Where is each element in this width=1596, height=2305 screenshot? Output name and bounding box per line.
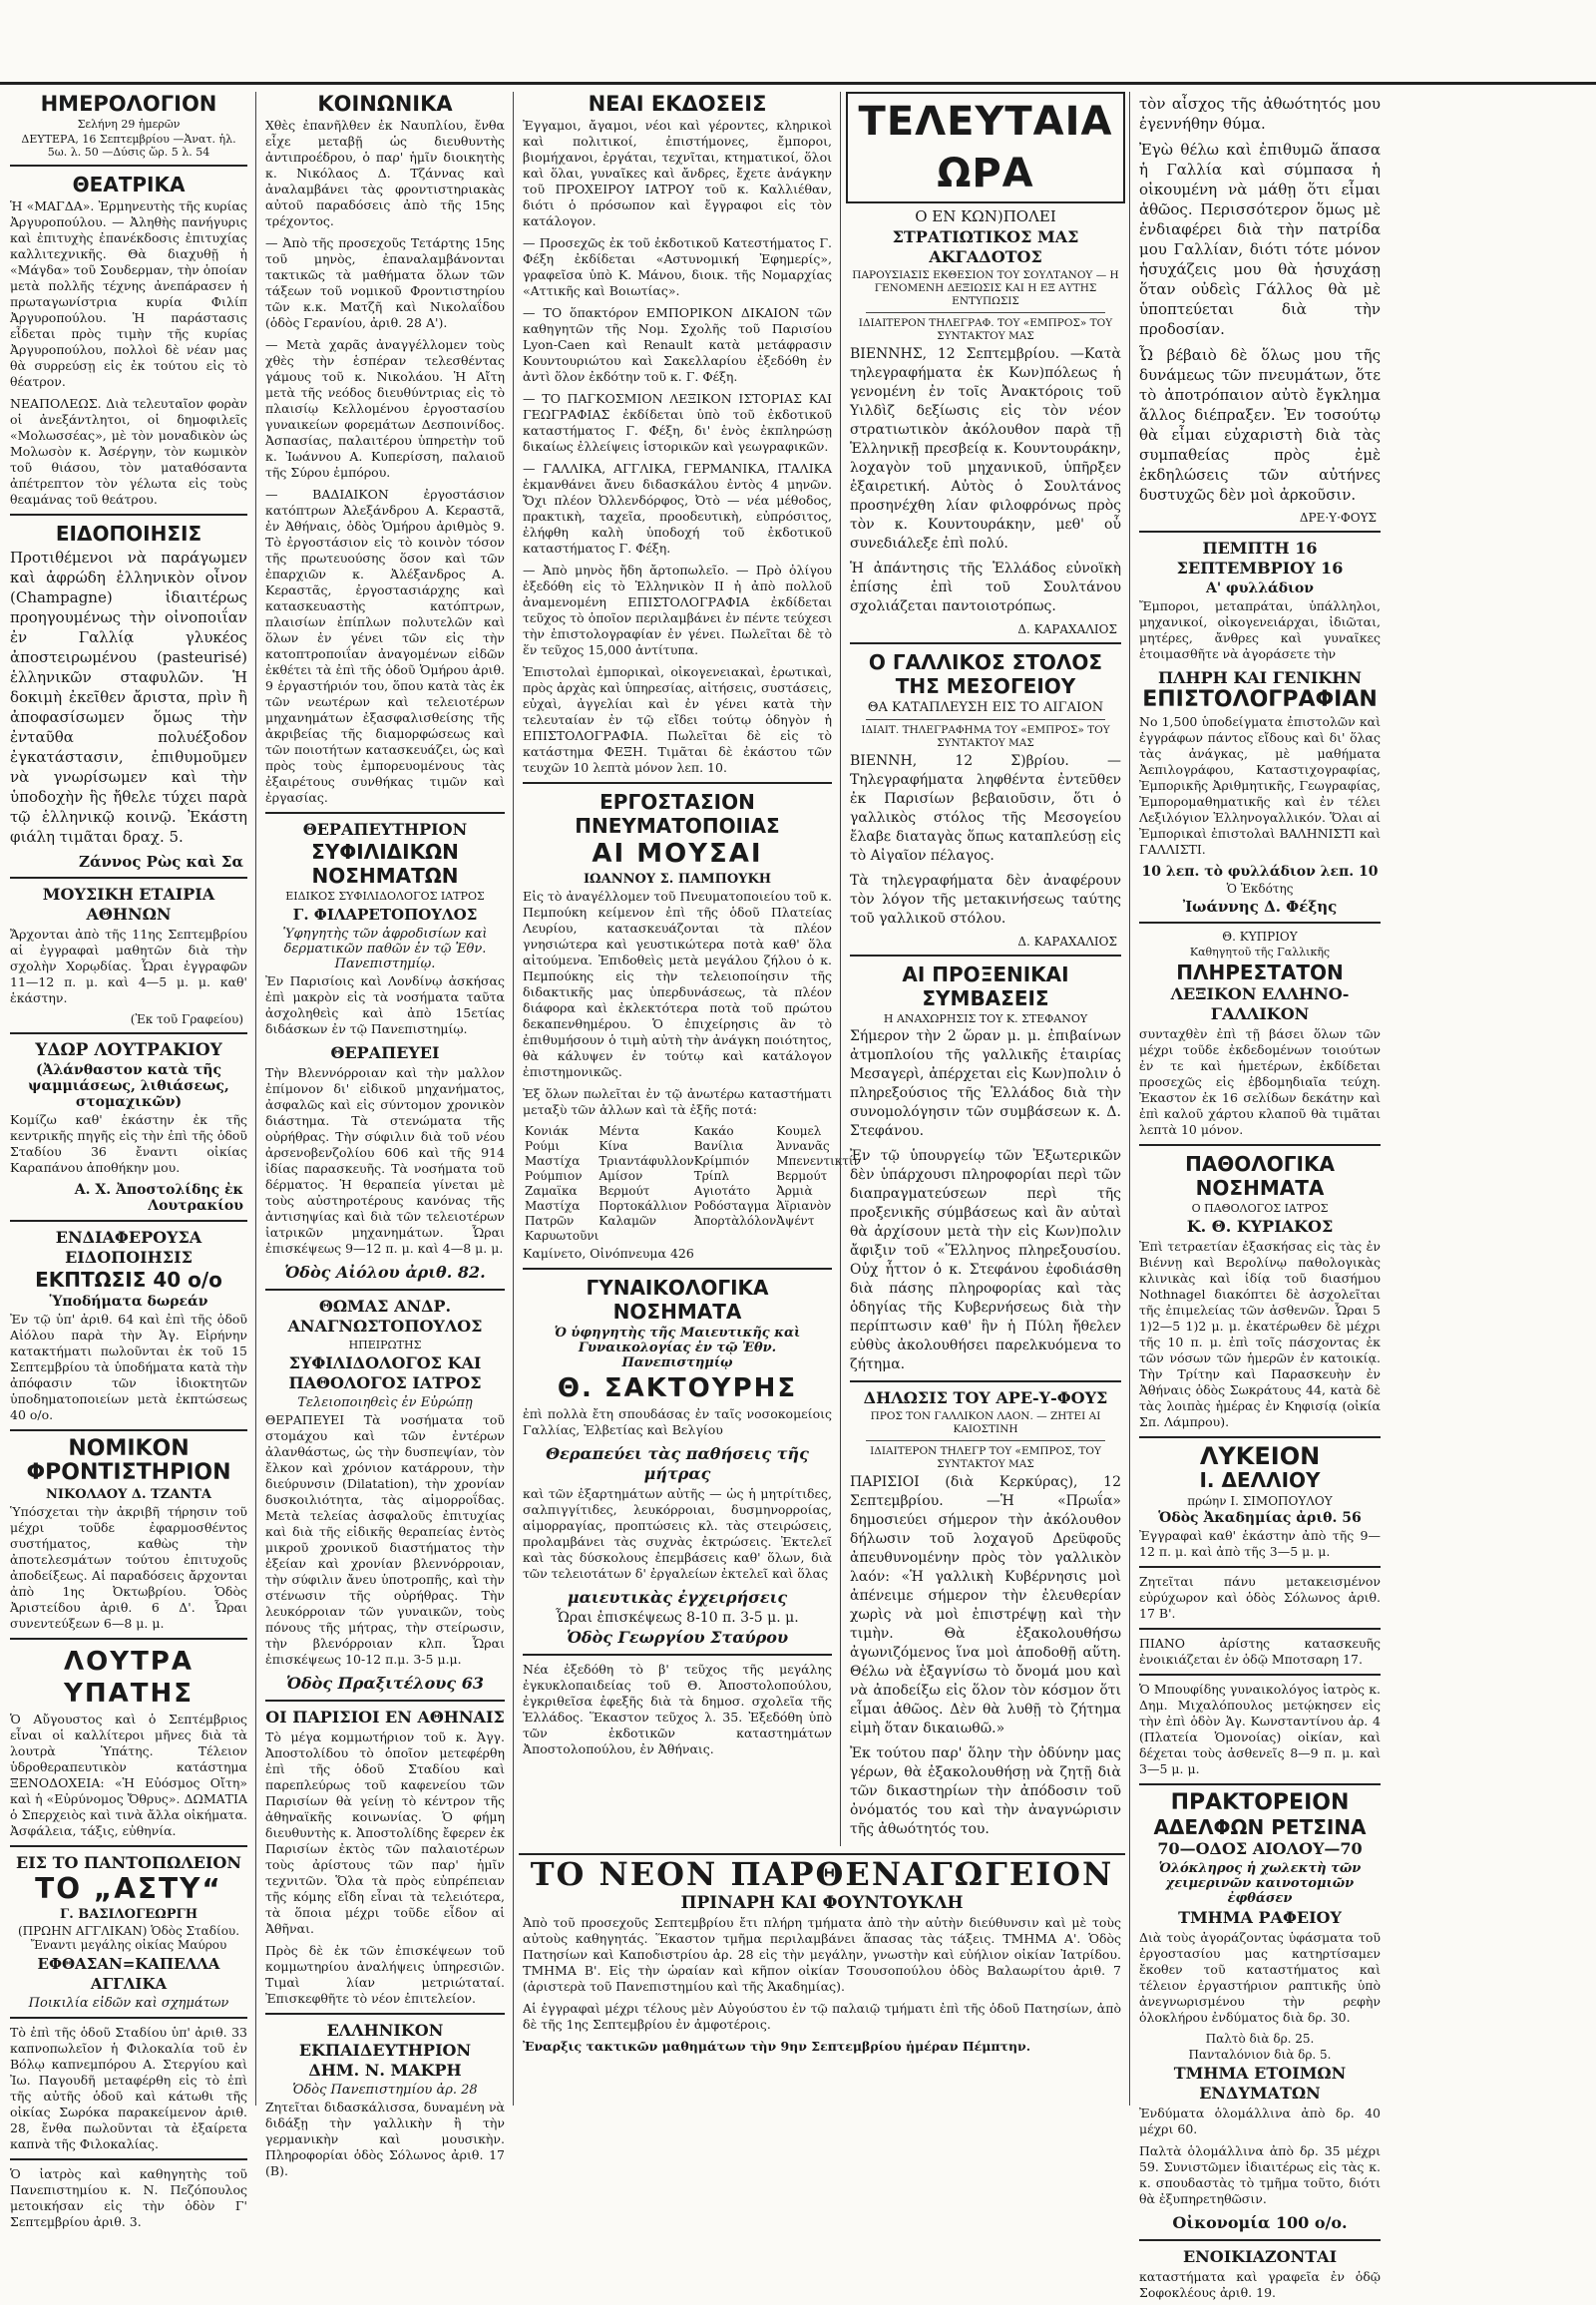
drink-item: Βερμούτ xyxy=(598,1184,650,1198)
ergost-text-2: Ἐξ ὅλων πωλεῖται ἐν τῷ ἀνωτέρω καταστήματι μεταξὺ τῶν ἀλλων καὶ τὰ ἐξῆς ποτά: xyxy=(523,1086,832,1117)
nea-text-7: Ἐπιστολαὶ ἐμπορικαὶ, οἰκογενειακαὶ, ἐρωτικαὶ, πρὸς ἀρχὰς καὶ ὑπηρεσίας, αἰτήσεις, συστάσεις, εὐχαὶ, ἀγγελίαι καὶ ἐν γένει κατὰ τὴν τελευταίαν ἐν τῷ εἴδει τούτῳ ὁδηγὸν ἡ ΕΠΙΣΤΟΛΟΓΡΑΦΙΑ. Πωλεῖται δὲ εἰς τὸ κατάστημα ΦΕΞΗ. Τιμᾶται δὲ ἐκάστου τῶν τευχῶν 10 λεπτὰ μόνον λεπ. 10. xyxy=(523,664,832,775)
loutra-text: Ὁ Αὔγουστος καὶ ὁ Σεπτέμβριος εἶναι οἱ καλλίτεροι μῆνες διὰ τὰ λουτρὰ Ὑπάτης. Τέλειον ὑδροθεραπευτικὸν κατάστημα ΞΕΝΟΔΟΧΕΙΑ: «Ἡ Εὐόσμος Οἴτη» καὶ ἡ «Εὐρύνομος Ὄθρυς». ΔΩΜΑΤΙΑ ὁ Σπερχειὸς καὶ τινὰ ἄλλα οἰκήματα. Ἀσφάλεια, τάξις, εὐθηνία. xyxy=(10,1712,247,1838)
drinks-column xyxy=(525,1124,598,1244)
zitei-text: Ζητεῖται πάνυ μετακεισμένον εὐρύχωρον καὶ ὁδὸς Σόλωνος ἀριθ. 17 Β'. xyxy=(1139,1574,1381,1621)
price-pantaloni: Πανταλόνιον διὰ δρ. 5. xyxy=(1188,2048,1332,2062)
dreyfus-text: τὸν αἶσχος τῆς ἀθωότητός μου ἐγεννήθην θύμα. xyxy=(1139,95,1381,133)
thomas-text: ΘΕΡΑΠΕΥΕΙ Τὰ νοσήματα τοῦ στομάχου καὶ τῶν ἐντέρων ἀλανθάστως, ὡς τὴν δυσπεψίαν, τὸν ἔλκον καὶ χρόνιον κατάρρουν, τὴν διεύρυνσιν (Dilatation), τὴν χρονίαν δυσκοιλιότητα, τὰς αἱμορροΐδας. Μετὰ τελείας ἀσφαλοῦς ἐπιτυχίας καὶ διὰ τῆς εἰδικῆς θεραπείας ἐντὸς μικροῦ χρονικοῦ διαστήματος τὴν ἐξείαν καὶ χρονίαν βλεννόρροιαν, τὴν σύφιλιν ἄνευ ὑποτροπῆς, καὶ τὴν στένωσιν τῆς οὐρήθρας. Τὴν λευκόρροιαν τῶν γυναικῶν, τοὺς πόνους τῆς μήτρας, τὴν στείρωσιν, τὴν βλενόρροιαν κλπ. Ὧραι ἐπισκέψεως 10-12 π.μ. 3-5 μ.μ. xyxy=(265,1412,505,1667)
eidopoiisis-heading: ΕΙΔΟΠΟΙΗΣΙΣ xyxy=(55,522,202,546)
divider xyxy=(523,1268,832,1270)
parisioi-heading: ΟΙ ΠΑΡΙΣΙΟΙ ΕΝ ΑΘΗΝΑΙΣ xyxy=(265,1708,505,1727)
idiaiteron-heading-3: ΙΔΙΑΙΤΕΡΟΝ ΤΗΛΕΓΡ ΤΟΥ «ΕΜΠΡΟΣ, ΤΟΥ ΣΥΝΤΑΚΤΟΥ ΜΑΣ xyxy=(870,1445,1101,1470)
parisioi-text-2: Πρὸς δὲ ἐκ τῶν ἐπισκέψεων τοῦ κομμωτηρίου ἀναλήψεις ὑπηρεσιῶν. Τιμαὶ λίαν μετριώταταί. Ἐπισκεφθῆτε τὸ νέον ἐπιτελείον. xyxy=(265,1943,505,2006)
thomas-subtitle: Τελειοποιηθεὶς ἐν Εὐρώπῃ xyxy=(297,1395,473,1410)
epistolografia-text: Νο 1,500 ὑποδείγματα ἐπιστολῶν καὶ ἐγγράφων πάντος εἴδους καὶ δι' ὅλας τὰς ἀνάγκας, μὲ μαθήματα Ἀεπιλογράφου, Καταστιχογραφίας, Ἐμπορικῆς Ἀριθμητικῆς, Γεωγραφίας, Ἐμπορομαθηματικῆς καὶ ἐν τέλει Λεξιλόγιον Ἑλληνογαλλικόν. Ὅλαι αἱ Ἐμπορικαὶ ἐπιστολαὶ ΒΑΛΗΝΙΣΤΙ καὶ ΓΑΛΛΙΣΤΙ. xyxy=(1139,714,1381,857)
calendar-date: ΔΕΥΤΕΡΑ, 16 Σεπτεμβρίου —Ἀνατ. ἡλ. 5ω. λ. 50 —Δύσις ὥρ. 5 λ. 54 xyxy=(21,133,236,159)
kyprioy-title: Καθηγητοῦ τῆς Γαλλικῆς xyxy=(1189,946,1331,959)
drink-item: Βερμούτ xyxy=(776,1169,828,1183)
dreyfus-text-2: Ἐγὼ θέλω καὶ ἐπιθυμῶ ἅπασα ἡ Γαλλία καὶ σύμπασα ἡ οἰκουμένη νὰ μάθῃ ὅτι εἶμαι ἀθῶος. Περισσότερον ὅμως μὲ ἐνδιαφέρει διὰ τὴν πατρίδα μου Γαλλίαν, διότι τότε μόνον ἡσυχάζεις μου θὰ ἡσυχάσῃ ὅταν οὐδεὶς Γάλλος θὰ μὲ ὑποπτεύεται διὰ τὴν προδοσίαν. xyxy=(1139,141,1381,338)
divider xyxy=(10,2158,247,2160)
parisioi-telegram-2: Ἐκ τούτου παρ' ὅλην τὴν ὀδύνην μας γέρων, θὰ ἐξακολουθήσῃ νὰ ζητῇ διὰ τῶν δικαστηρίων τὴν ἀπόδοσιν τοῦ ὀνόματός του καὶ τὴν ἀναγνώρισιν τῆς ἀθωότητός του. xyxy=(850,1745,1121,1837)
etoima-text-2: Παλτὰ ὁλομάλλινα ἀπὸ δρ. 35 μέχρι 59. Συνιστῶμεν ἰδιαιτέρως εἰς τὰς κ. κ. σπουδαστὰς τὸ τμῆμα τοῦτο, διότι θὰ ἐξυπηρετηθῶσιν. xyxy=(1139,2143,1381,2206)
divider xyxy=(265,1289,505,1291)
plirestaton-heading: ΠΛΗΡΕΣΤΑΤΟΝ xyxy=(1176,960,1344,984)
gallikos-heading: Ο ΓΑΛΛΙΚΟΣ ΣΤΟΛΟΣ xyxy=(868,650,1103,674)
divider xyxy=(523,1654,832,1656)
pempti-subtitle: Α' φυλλάδιον xyxy=(1206,580,1314,596)
tmima-heading: ΤΜΗΜΑ ΡΑΦΕΙΟΥ xyxy=(1178,1908,1342,1927)
drink-item: Ἀπορτὰλόλον xyxy=(693,1214,777,1228)
therap-address: Ὁδὸς Αἰόλου ἀριθ. 82. xyxy=(284,1263,486,1282)
drinks-column xyxy=(694,1124,777,1244)
kapela-subtitle: Ποικιλία εἰδῶν καὶ σχημάτων xyxy=(28,1996,229,2011)
drink-item: Βανίλια xyxy=(693,1139,744,1153)
gyn-therapevei: Θεραπεύει τὰς παθήσεις τῆς μήτρας xyxy=(546,1444,809,1483)
divider xyxy=(1139,922,1381,924)
drink-item: Ἀννανᾶς xyxy=(776,1139,830,1153)
therap-credential: Ὑφηγητὴς τῶν ἀφροδισίων καὶ δερματικῶν παθῶν ἐν τῷ Ἐθν. Πανεπιστημίῳ. xyxy=(282,927,488,971)
divider xyxy=(850,1380,1121,1382)
lykeion-text: Ἐγγραφαὶ καθ' ἑκάστην ἀπὸ τῆς 9—12 π. μ. καὶ ἀπὸ τῆς 3—5 μ. μ. xyxy=(1139,1528,1381,1559)
ydor-subtitle: (Ἀλάνθαστον κατὰ τῆς ψαμμιάσεως, λιθιάσεως, στομαχικῶν) xyxy=(28,1062,229,1110)
loutra-heading: ΛΟΥΤΡΑ ΥΠΑΤΗΣ xyxy=(64,1647,194,1709)
viennis-text-2: Ἡ ἀπάντησις τῆς Ἑλλάδος εὐνοϊκὴ ἐπίσης ἐπὶ τοῦ Σουλτάνου σχολιάζεται παντοιοτρόπως. xyxy=(850,561,1121,614)
thomas-heading: ΘΩΜΑΣ ΑΝΔΡ. ΑΝΑΓΝΩΣΤΟΠΟΥΛΟΣ xyxy=(287,1297,483,1336)
therap-text: Ἐν Παρισίοις καὶ Λονδίνῳ ἀσκήσας ἐπὶ μακρὸν εἰς τὰ νοσήματα ταῦτα ἀσχοληθεὶς καὶ ἀπὸ 15ετίας διδάσκων ἐν τῷ Πανεπιστημίῳ. xyxy=(265,973,505,1036)
divider xyxy=(265,1700,505,1702)
praktoreion-heading: ΠΡΑΚΤΟΡΕΙΟΝ xyxy=(1170,1790,1350,1815)
signature-2: Δ. ΚΑΡΑΧΑΛΙΟΣ xyxy=(1017,935,1117,949)
eidopoiisis-text: Προτιθέμενοι νὰ παράγωμεν καὶ ἀφρώδη ἑλληνικὸν οἶνον (Champagne) ἰδιαιτέρως προηγουμένως τὴν οἰνοποιΐαν ἐν Γαλλίᾳ γλυκέος ἀποστειρωμένου (pasteurisé) ἑλληνικῶν σταφυλῶν. Ἡ δοκιμὴ ἐκεῖθεν ἄριστα, πρὶν ἢ ἀποφασίσωμεν ὅμως τὴν ἐνταῦθα πολυέξοδον ἐγκατάστασιν, ἐπιθυμοῦμεν νὰ γνωρίσωμεν καὶ τὴν ὑποδοχὴν ἣς ἤθελε τύχει παρὰ τῷ ἑλληνικῷ κοινῷ. Ἐκάστη φιάλη τιμᾶται δραχ. 5. xyxy=(10,549,247,846)
parthenagogeion-subtitle: ΠΡΙΝΑΡΗ ΚΑΙ ΦΟΥΝΤΟΥΚΛΗ xyxy=(680,1893,964,1913)
nomikon-heading: ΝΟΜΙΚΟΝ ΦΡΟΝΤΙΣΤΗΡΙΟΝ xyxy=(26,1436,231,1485)
column-3 xyxy=(519,92,861,1947)
column-5 xyxy=(1135,92,1385,2300)
nea-text-6: — Ἀπὸ μηνὸς ἤδη ἄρτοπωλεῖο. — Πρὸ ὀλίγου ἐξεδόθη εἰς τὸ Ἑλληνικὸν ΙΙ ἡ ἀπὸ πολλοῦ ἀναμενομένη ΕΠΙΣΤΟΛΟΓΡΑΦΙΑ ἐκδίδεται τεῦχος τὸ ὁποῖον περιλαμβάνει ἐν πέντε τεύχεσι τὴν ἐπιστολογραφίαν ἐν γένει. Πωλεῖται δὲ τὸ ἕν τεῦχος 15,000 ἀντίτυπα. xyxy=(523,563,832,657)
drink-item: Τρίπλ xyxy=(693,1169,729,1183)
pempti-text: Ἔμποροι, μεταπράται, ὑπάλληλοι, μηχανικοί, οἰκογενειάρχαι, ἰδιῶται, μητέρες, ἄνθρες καὶ γυναῖκες ἐτοιμασθῆτε νὰ ἀγοράσετε τὴν xyxy=(1139,598,1381,661)
endiaferousa-heading: ΕΝΔΙΑΦΕΡΟΥΣΑ ΕΙΔΟΠΟΙΗΣΙΣ xyxy=(55,1228,202,1267)
therap-title: ΣΥΦΙΛΙΔΙΚΩΝ ΝΟΣΗΜΑΤΩΝ xyxy=(311,840,459,888)
ellinikon-heading: ΕΛΛΗΝΙΚΟΝ ΕΚΠΑΙΔΕΥΤΗΡΙΟΝ xyxy=(298,2021,472,2060)
epistolografia-price: 10 λεπ. τὸ φυλλάδιον λεπ. 10 xyxy=(1141,864,1379,880)
divider xyxy=(1139,1674,1381,1676)
nea-text-2: — Προσεχῶς ἐκ τοῦ ἐκδοτικοῦ Κατεστήματος Γ. Φέξη ἐκδίδεται «Αστυνομική Ἐφημερίς», γραφεῖσα ὑπὸ Κ. Μάνου, διοικ. τῆς Νομαρχίας «Αττικῆς καὶ Βοιωτίας». xyxy=(523,235,832,298)
column-rule xyxy=(1129,92,1130,2106)
pathologika-heading: ΠΑΘΟΛΟΓΙΚΑ ΝΟΣΗΜΑΤΑ xyxy=(1185,1152,1335,1200)
gyn-text: ἐπὶ πολλὰ ἔτη σπουδάσας ἐν ταῖς νοσοκομείοις Γαλλίας, Ἑλβετίας καὶ Βελγίου xyxy=(523,1406,832,1437)
divider xyxy=(10,1032,247,1034)
dilosis-subtitle: ΠΡΟΣ ΤΟΝ ΓΑΛΛΙΚΟΝ ΛΑΟΝ. — ΖΗΤΕΙ ΑΙ ΚΑΙΟΣΤΙΝΗ xyxy=(870,1410,1101,1435)
top-rule xyxy=(0,82,1596,85)
gallikos-heading-2: ΤΗΣ ΜΕΣΟΓΕΙΟΥ xyxy=(895,674,1076,698)
lexikon-heading: ΛΕΞΙΚΟΝ ΕΛΛΗΝΟ-ΓΑΛΛΙΚΟΝ xyxy=(1170,984,1350,1023)
drink-item: Ἀψέντ xyxy=(776,1214,815,1228)
kyprioy-name: Θ. ΚΥΠΡΙΟΥ xyxy=(1222,930,1298,944)
ydor-heading: ΥΔΩΡ ΛΟΥΤΡΑΚΙΟΥ xyxy=(35,1040,222,1060)
kapela-heading: ΕΦΘΑΣΑΝ=ΚΑΠΕΛΛΑ ΑΓΓΛΙΚΑ xyxy=(37,1955,220,1993)
proxenikai-text: Σήμερον τὴν 2 ὥραν μ. μ. ἐπιβαίνων ἀτμοπλοίου τῆς γαλλικῆς ἑταιρίας Μεσαγερὶ, ἀπέρχεται εἰς Κων)πολιν ὁ πληρεξούσιος τῆς Ἑλλάδος διὰ τὴν συνομολόγησιν τῶν συμβάσεων κ. Δ. Στεφάνου. xyxy=(850,1028,1121,1139)
drink-item: Αμίσον xyxy=(598,1169,643,1183)
divider xyxy=(265,812,505,814)
eidopoiisis-signature: Ζάννος Ρὼς καὶ Σα xyxy=(79,853,243,871)
therap-treatments: Τὴν Βλεννόρροιαν καὶ τὴν μαλλον ἐπίμονον δι' εἰδικοῦ μηχανήματος, ἀσφαλῶς καὶ εἰς σύντομον χρονικὸν διάστημα. Τὰ στενώματα τῆς οὐρήθρας. Τὴν σύφιλιν διὰ τοῦ νέου ἀρσενοβενζολίου 606 καὶ τῆς 914 ἰδίας παρασκευῆς. Τὰ νοσήματα τοῦ δέρματος. Ἡ θεραπεία γίνεται μὲ τοὺς αὐστηροτέρους κανόνας τῆς ἀντισηψίας καὶ διὰ τῶν τελειοτέρων ἰατρικῶν μηχανημάτων. Ὧραι ἐπισκέψεως 9—12 π. μ. καὶ 4—8 μ. μ. xyxy=(265,1065,505,1256)
divider xyxy=(10,877,247,879)
nea-ekdosi-text: Νέα ἐξεδόθη τὸ β' τεῦχος τῆς μεγάλης ἐγκυκλοπαιδείας τοῦ Θ. Ἀποστολοπούλου, ἐγκριθεῖσα ἐφεξῆς διὰ τὰ δημοσ. σχολεῖα τῆς Ἑλλάδος. Ἕκαστον τεῦχος λ. 35. Ἐξεδόθη ὑπὸ τῶν ἐκδοτικῶν καταστημάτων Ἀποστολοπούλου, ἐν Ἀθήναις. xyxy=(523,1662,832,1756)
teleftaia-subtitle: Ο ΕΝ ΚΩΝ)ΠΟΛΕΙ xyxy=(915,207,1056,225)
divider xyxy=(1139,1628,1381,1630)
viennis-text: ΒΙΕΝΝΗΣ, 12 Σεπτεμβρίου. —Κατὰ τηλεγραφήματα ἐκ Κων)πόλεως ἡ γενομένη ἐν τοῖς Ἀνακτόροις τοῦ Υιλδὶζ δεξίωσις εἰς τὸν νέον στρατιωτικὸν ἀκόλουθον παρὰ τῇ Ἑλληνικῇ πρεσβείᾳ κ. Κουντουράκην, λοχαγὸν τοῦ μηχανικοῦ, ὑπῆρξεν ἐξαιρετική. Αὐτὸς ὁ Σουλτάνος προσηνέχθη λίαν φιλοφρόνως πρὸς τὸν κ. Κουντουράκην, μεθ' οὗ συνεδιάλεξε ἐπὶ πολύ. xyxy=(850,346,1121,552)
stratiotikos-heading: ΣΤΡΑΤΙΩΤΙΚΟΣ ΜΑΣ ΑΚΓΑΔΟΤΟΣ xyxy=(892,227,1079,266)
gyn-subtitle: Ὁ ὑφηγητὴς τῆς Μαιευτικῆς καὶ Γυναικολογίας ἐν τῷ Ἐθν. Πανεπιστημίῳ xyxy=(554,1326,801,1370)
thomas-address: Ὁδὸς Πραξιτέλους 63 xyxy=(286,1674,484,1693)
divider xyxy=(850,642,1121,644)
drink-item: Καρυωτοῦνι xyxy=(525,1229,599,1243)
pempti-heading: ΠΕΜΠΤΗ 16 ΣΕΠΤΕΜΒΡΙΟΥ 16 xyxy=(1176,539,1344,577)
drinks-column xyxy=(598,1124,693,1244)
dilosis-heading: ΔΗΛΩΣΙΣ ΤΟΥ ΑΡΕ-Υ-ΦΟΥΣ xyxy=(863,1388,1108,1407)
neapoleos-text: ΝΕΑΠΟΛΕΩΣ. Διὰ τελευταῖον φορὰν οἱ ἀνεξάντλητοι, οἱ δημοφιλεῖς «Μολωσσέας», μὲ τὸν μοναδικὸν ὡς Μολωσὸν κ. Ἀσέργην, τὸν κωμικὸν τοῦ θιάσου, τὸν ματαθόσαντα ἀπέτρεπτον τὸν γέλωτα εἰς τοὺς θεαμάνας τοῦ θεάτρου. xyxy=(10,396,247,507)
divider xyxy=(10,1220,247,1222)
nomikon-text: Ὑπόσχεται τὴν ἀκριβῆ τήρησιν τοῦ μέχρι τοῦδε ἐφαρμοσθέντος συστήματος, καθὼς τὴν ἀποτελεσμάτων τούτου ἐπιτυχοῦς ἀποδείξεως. Αἱ παραδόσεις ἄρχονται ἀπὸ 1ης Ὀκτωβρίου. Ὁδὸς Ἀριστείδου ἀριθ. 6 Δ'. Ὧραι συνεντεύξεων 6—8 μ. μ. xyxy=(10,1504,247,1631)
divider xyxy=(1139,1144,1381,1146)
divider xyxy=(10,1845,247,1847)
enoikiazontai-heading: ΕΝΟΙΚΙΑΖΟΝΤΑΙ xyxy=(1182,2247,1338,2266)
divider xyxy=(523,782,832,784)
ergost-owner: ΙΩΑΝΝΟΥ Σ. ΠΑΜΠΟΥΚΗ xyxy=(583,872,772,887)
idiaiteron-heading-2: ΙΔΙΑΙΤ. ΤΗΛΕΓΡΑΦΗΜΑ ΤΟΥ «ΕΜΠΡΟΣ» ΤΟΥ ΣΥΝΤΑΚΤΟΥ ΜΑΣ xyxy=(861,724,1110,749)
koinonika-text-3: — Μετὰ χαρᾶς ἀναγγέλλομεν τοὺς χθὲς τὴν ἑσπέραν τελεσθέντας γάμους τοῦ κ. Νικολάου. Ἡ Αἴτη μετὰ τῆς νεόδος διευθύντριας εἰς τὸ πλαισίῳ Κελλομένου ἐργοστασίου γυναικείων φορεμάτων Δεσποινίδος. Ἀσπασίας, παλαιτέρου ὑπηρετὴν τοῦ κ. Ἰωάννου Α. Κυπερίσση, παλαιοῦ τῆς Σύρου ἐμπόρου. xyxy=(265,337,505,480)
divider xyxy=(10,2017,247,2019)
proxenikai-text-2: Ἐν τῷ ὑπουργείῳ τῶν Ἐξωτερικῶν δὲν ὑπάρχουσι πληροφορίαι περὶ τῶν διαπραγματεύσεων περὶ τῆς προξενικῆς σύμβάσεως καὶ ἂν αὐταὶ θὰ ἀρχίσουν μετὰ τὴν εἰς Κων)πολιν ἄφιξιν τοῦ «Ἕλληνος πληρεξουσίου. Οὐχ ἧττον ὁ κ. Στεφάνου ἐφοδιάσθη διὰ πάσης πληροφορίας καὶ τὰς ὁδηγίας τῆς Κυβερνήσεως διὰ τὴν περίπτωσιν καθ' ἣν ἡ Πύλη ἤθελεν εὐθὺς ἀκολουθήσει παρελκυόμενα το ζήτημα. xyxy=(850,1148,1121,1372)
pathologika-doctor: Κ. Θ. ΚΥΡΙΑΚΟΣ xyxy=(1186,1217,1334,1236)
drink-item: Αγιοτάτο xyxy=(693,1184,751,1198)
column-rule xyxy=(255,92,256,2106)
koinonika-heading: ΚΟΙΝΩΝΙΚΑ xyxy=(317,92,453,116)
therapevei-heading: ΘΕΡΑΠΕΥΕΙ xyxy=(330,1043,440,1062)
pathologika-subtitle: Ο ΠΑΘΟΛΟΓΟΣ ΙΑΤΡΟΣ xyxy=(1191,1202,1329,1215)
drink-item: Μπενεντικτίν xyxy=(776,1154,861,1168)
ekptosis-text: Ἐν τῷ ὑπ' ἀριθ. 64 καὶ ἐπὶ τῆς ὁδοῦ Αἰόλου παρὰ τὴν Ἁγ. Εἰρήνην κατακτήματι πωλοῦνται ἐκ τοῦ 15 Σεπτεμβρίου τὰ ὑποδήματα κατὰ τὴν ἀπόφασιν τῶν ἰδιοκτητῶν ὑποδηματοποιείων μετὰ ἐκπτώσεως 40 ο/ο. xyxy=(10,1312,247,1422)
divider xyxy=(1139,1783,1381,1785)
piano-text: ΠΙΑΝΟ ἀρίστης κατασκευῆς ἐνοικιάζεται ἐν ὁδῷ Μποτσαρη 17. xyxy=(1139,1636,1381,1667)
oikonomia-text: Οἰκονομία 100 ο/ο. xyxy=(1172,2213,1348,2232)
etoima-heading: ΤΜΗΜΑ ΕΤΟΙΜΩΝ ΕΝΔΥΜΑΤΩΝ xyxy=(1173,2064,1347,2103)
thomas-origin: ΗΠΕΙΡΩΤΗΣ xyxy=(348,1339,422,1351)
nea-heading: ΝΕΑΙ ΕΚΔΟΣΕΙΣ xyxy=(588,92,767,116)
parthenagogeion-text-2: Αἱ ἐγγραφαὶ μέχρι τέλους μὲν Αὐγούστου ἐν τῷ παλαιῷ τμήματι ἐπὶ τῆς ὁδοῦ Πατησίων, ἀπὸ δὲ τῆς 1ης Σεπτεμβρίου ἐν ἀμφοτέροις. xyxy=(523,2001,1121,2032)
divider xyxy=(850,955,1121,957)
drink-item: Ρούμι xyxy=(525,1139,561,1153)
divider xyxy=(10,514,247,516)
divider xyxy=(265,2013,505,2015)
divider xyxy=(866,719,1105,720)
nea-text-3: — ΤΟ ὅπακτόρον ΕΜΠΟΡΙΚΟΝ ΔΙΚΑΙΟΝ τῶν καθηγητῶν τῆς Νομ. Σχολῆς τοῦ Παρισίου Lyon-Caen καὶ Renault κατὰ μετάφρασιν Κουντουριώτου καὶ Σακελλαρίου ἐξεδόθη ἐν ἀντὶ ὅλον ἐκδότην τοῦ κ. Γ. Φέξη. xyxy=(523,305,832,384)
lexikon-text: συνταχθὲν ἐπὶ τῇ βάσει ὅλων τῶν μέχρι τοῦδε ἐκδεδομένων τοιούτων ἐν τε καὶ ἡμετέρων, ἐκδίδεται προσεχῶς εἰς ἑβδομηδιαῖα τεύχη. Ἐκαστον ἐκ 16 σελίδων δεκάτην καὶ ἐπὶ καλοῦ χάρτου κλαποῦ θὰ τιμᾶται λεπτὰ 10 μόνον. xyxy=(1139,1026,1381,1137)
pliris-heading: ΠΛΗΡΗ ΚΑΙ ΓΕΝΙΚΗΝ xyxy=(1157,668,1363,687)
gyn-doctor: Θ. ΣΑΚΤΟΥΡΗΣ xyxy=(557,1373,798,1403)
gyn-surgery: μαιευτικὰς ἐγχειρήσεις xyxy=(567,1588,788,1607)
drink-item: Κακάο xyxy=(693,1124,734,1138)
drink-item: Κρίμπιόν xyxy=(693,1154,750,1168)
adelfon-heading: ΑΔΕΛΦΩΝ ΡΕΤΣΙΝΑ xyxy=(1153,1815,1367,1839)
ellinikon-text: Ζητεῖται διδασκάλισσα, δυναμένη νὰ διδάξῃ τὴν γαλλικὴν ἢ τὴν γερμανικὴν καὶ μουσικὴν. Πληροφορίαι ὁδὸς Σόλωνος ἀριθ. 17 (Β). xyxy=(265,2100,505,2178)
lykeion-name: Ι. ΔΕΛΛΙΟΥ xyxy=(1199,1468,1321,1492)
column-4 xyxy=(846,92,1125,1837)
viennis-text-3: ΒΙΕΝΝΗ, 12 Σ)βρίου. — Τηλεγραφήματα ληφθέντα ἐντεῦθεν ἐκ Παρισίων βεβαιοῦσιν, ὅτι ὁ γαλλικὸς στόλος τῆς Μεσογείου ἔλαβε διαταγὰς ὅπως καταπλεύσῃ εἰς τὸ Αἰγαῖον πέλαγος. xyxy=(850,753,1121,864)
ergost-title: ΑΙ ΜΟΥΣΑΙ xyxy=(592,839,763,869)
therap-heading: ΘΕΡΑΠΕΥΤΗΡΙΟΝ xyxy=(302,820,468,839)
adelfon-subtitle: Ὁλόκληρος ἡ χωλεκτὴ τῶν χειμερινῶν καινοτομιῶν ἐφθάσεν xyxy=(1158,1861,1362,1906)
teleftaia-ora-heading: ΤΕΛΕΥΤΑΙΑ ΩΡΑ xyxy=(846,92,1125,203)
divider xyxy=(1139,1566,1381,1568)
divider xyxy=(10,165,247,167)
drink-item: Ἀρμιὰ xyxy=(776,1184,813,1198)
theatrika-heading: ΘΕΑΤΡΙΚΑ xyxy=(72,173,186,196)
idiaiteron-heading: ΙΔΙΑΙΤΕΡΟΝ ΤΗΛΕΓΡΑΦ. ΤΟΥ «ΕΜΠΡΟΣ» ΤΟΥ ΣΥΝΤΑΚΤΟΥ ΜΑΣ xyxy=(858,317,1113,342)
proxenikai-heading: ΑΙ ΠΡΟΞΕΝΙΚΑΙ ΣΥΜΒΑΣΕΙΣ xyxy=(902,962,1069,1010)
divider xyxy=(1139,531,1381,533)
divider xyxy=(1139,1436,1381,1438)
pathologika-text: Ἐπὶ τετραετίαν ἐξασκήσας εἰς τὰς ἐν Βιέννῃ καὶ Βερολίνῳ παθολογικὰς κλινικὰς καὶ ἰδίᾳ τοῦ διασήμου Nothnagel διακόπτει δὲ ἀσχολεῖται τῆς ἐπιμελείας τῶν ἀσθενῶν. Ὧραι 5 1)2—5 1)2 μ. μ. ἐκατέρωθεν δὲ μέχρι τῆς 10 π. μ. ἐπὶ τοῖς πάσχοντας ἐκ τῶν νόσων τῶν ἡμερῶν ἐν κατοικίᾳ. Τὴν Τρίτην καὶ Παρασκευὴν ἐν Ἀθήναις ὁδὸς Σωκράτους 44, κατὰ δὲ τὰς λοιπὰς ἡμέρας ἐν Κηφισίᾳ (οἰκία Σπ. Λάμπρου). xyxy=(1139,1239,1381,1429)
lykeion-former: πρώην Ι. ΣΙΜΟΠΟΥΛΟΥ xyxy=(1187,1494,1333,1508)
parisioi-telegram: ΠΑΡΙΣΙΟΙ (διὰ Κερκύρας), 12 Σεπτεμβρίου. —Ἡ «Πρωΐα» δημοσιεύει σήμερον τὴν ἀκόλουθον δήλωσιν τοῦ λοχαγοῦ Δρεϋφοῦς ἀπευθυνομένην πρὸς τὸν γαλλικὸν λαόν: «Ἡ γαλλικὴ Κυβέρνησις μοὶ ἀπένειμε σήμερον τὴν ἐλευθερίαν χωρὶς νὰ μοὶ ἐπιστρέψῃ καὶ τὴν τιμὴν. Θὰ ἐξακολουθήσω ἀγωνιζόμενος ἵνα μοὶ ἀποδοθῇ αὕτη. Θέλω νὰ ἐξαγνίσω τὸ ὄνομά μου καὶ νὰ ἀποδείξω εἰς ὅλον τὸν κόσμον ὅτι εἶμαι ἀθῶος. Δὲν θὰ λυθῇ τὸ ζήτημα εἰμὴ ὅταν δικαιωθῶ.» xyxy=(850,1474,1121,1736)
drink-item: Κουμελ xyxy=(776,1124,822,1138)
tmima-text: Διὰ τοὺς ἀγοράζοντας ὑφάσματα τοῦ ἐργοστασίου μας κατηρτίσαμεν ἔκοθεν τοῦ καταστήματος καὶ τέλειον ἐργαστήριον ραπτικῆς ὑπὸ ἀνεγνωρισμένου τὴν ρεφὴν ὁλοκλήρου ἐνδύματος διὰ δρ. 30. xyxy=(1139,1930,1381,2025)
column-rule xyxy=(513,92,514,2106)
ekptosis-subtitle: Ὑποδήματα δωρεάν xyxy=(49,1294,208,1310)
therap-doctor: Γ. ΦΙΛΑΡΕΤΟΠΟΥΛΟΣ xyxy=(292,906,478,924)
stratiotikos-subtitle: ΠΑΡΟΥΣΙΑΣΙΣ ΕΚΘΕΣΙΟΝ ΤΟΥ ΣΟΥΛΤΑΝΟΥ — Η ΓΕΝΟΜΕΝΗ ΔΕΞΙΩΣΙΣ ΚΑΙ Η ΕΞ ΑΥΤΗΣ ΕΝΤΥΠΩΣΙΣ xyxy=(852,269,1119,307)
divider xyxy=(866,1440,1105,1441)
gyn-heading: ΓΥΝΑΙΚΟΛΟΓΙΚΑ ΝΟΣΗΜΑΤΑ xyxy=(586,1276,769,1324)
column-1 xyxy=(6,92,251,2229)
gallikos-subtitle: ΘΑ ΚΑΤΑΠΛΕΥΣΗ ΕΙΣ ΤΟ ΑΙΓΑΙΟΝ xyxy=(867,700,1104,715)
drink-item: Κίνα xyxy=(598,1139,628,1153)
epistolografia-heading: ΕΠΙΣΤΟΛΟΓΡΑΦΙΑΝ xyxy=(1142,687,1378,712)
divider xyxy=(10,1429,247,1431)
parthenagogeion-box xyxy=(519,1853,1125,2105)
ellinikon-address: Ὁδὸς Πανεπιστημίου ἀρ. 28 xyxy=(292,2083,478,2098)
asty-heading: ΕΙΣ ΤΟ ΠΑΝΤΟΠΩΛΕΙΟΝ xyxy=(16,1853,241,1872)
drink-item: Ρούμπιον xyxy=(525,1169,583,1183)
iatros-text: Ὁ ἰατρὸς καὶ καθηγητὴς τοῦ Πανεπιστημίου κ. Ν. Πεζόπουλος μετοικήσαν εἰς τὴν ὁδὸν Γ' Σεπτεμβρίου ἀριθ. 3. xyxy=(10,2166,247,2229)
ergost-text-3: Καμίνετο, Οἰνόπνευμα 426 xyxy=(523,1246,694,1261)
ydor-signature: Α. Χ. Ἀποστολίδης ἐκ Λουτρακίου xyxy=(74,1182,243,1214)
viennis-text-4: Τὰ τηλεγραφήματα δὲν ἀναφέρουν τὸν λόγον τῆς μετακινήσεως ταύτης τοῦ γαλλικοῦ στόλου. xyxy=(850,873,1121,927)
ergost-heading: ΕΡΓΟΣΤΑΣΙΟΝ ΠΝΕΥΜΑΤΟΠΟΙΙΑΣ xyxy=(575,790,780,838)
calendar-moon: Σελήνη 29 ἡμερῶν xyxy=(77,118,181,131)
nea-text-1: Ἐγγαμοι, ἄγαμοι, νέοι καὶ γέροντες, κληρικοὶ καὶ πολιτικοί, ἐπιστήμονες, ἔμποροι, βιομήχανοι, ἐργάται, τεχνῖται, κτηματικοί, ὅλοι καὶ ὅλαι, γυναῖκες καὶ ἄνδρες, ἔχετε ἀνάγκην τοῦ ΠΡΟΧΕΙΡΟΥ ΙΑΤΡΟΥ τοῦ κ. Καλλιέθαν, διότι ὁ πρόσωπον καὶ ἔγγραφοι εἰς τὸν κατάλογον. xyxy=(523,118,832,228)
koinonika-text-4: — ΒΑΔΙΑΙΚΟΝ ἐργοστάσιον κατόπτρων Ἀλεξάνδρου Α. Κεραστᾶ, ἐν Ἀθήναις, ὁδὸς Ὁμήρου ἀριθμὸς 9. Τὸ ἐργοστάσιον εἰς τὸ κοινὸν τόσον τῆς πρωτευούσης ὅσον καὶ τῶν ἐπαρχιῶν κ. Ἀλέξανδρος Α. Κεραστᾶς, ἐργοστασιάρχης καὶ κατασκευαστὴς κατόπτρων, πλαισίων ἐπίπλων πολυτελῶν καὶ ὅλων ἐν γένει τῶν εἰς τὴν κατοπτροποιΐαν ἀναγομένων εἰδῶν ἐκθέτει τὰ ἐπὶ τῆς ὁδοῦ Ὁμήρου ἀριθ. 9 ἐργαστήριόν του, ὅπου κατὰ τὰς ἐκ τῶν νεωτέρων καὶ τελειοτέρων μηχανημάτων ἐξασφαλισθείσης τῆς ἀκριβείας τῆς διαμορφώσεως καὶ τῶν ποιοτήτων κατασκευάζει, ὡς καὶ πρὸς τοὺς ἐμπορευομένους τὰς ἐξαιρέτους συνθήκας τιμῶν καὶ ἐργασίας. xyxy=(265,487,505,805)
dreyfus-text-3: Ὦ βέβαιὸ δὲ ὅλως μου τῆς δυνάμεως τῶν πνευμάτων, ὅτε τὸ ἀποτρόπαιον αὐτὸ ἔγκλημα ἄλλος διέπραξεν. Ἐν τοσούτῳ θὰ εἶμαι εὐχαριστὴ διὰ τὰς συμπαθείας πρὸς ἐμὲ ἐκδηλώσεις τῶν αὐτήνες δυστυχῶς δὲν μοὶ ἀρκοῦσιν. xyxy=(1139,346,1381,504)
theatrika-text: Ἡ «ΜΑΓΔΑ». Ἑρμηνευτὴς τῆς κυρίας Ἀργυροπούλου. — Ἀληθὴς πανήγυρις καὶ ἐπιτυχὴς ἐπανέκδοσις ἐπιτυχίας καλλιτεχνικῆς. Θὰ διαχυθῇ ἡ «Μάγδα» τοῦ Σουδερμαν, τὴν ὁποίαν μετὰ πολλῆς τέχνης ἀνεπάρασεν ἡ πρωταγωνίστρια κυρία Φιλίπ Ἀργυροπούλου. Ἡ παράστασις εἶδεται πρὸς τιμὴν τῆς κυρίας Ἀργυροπούλου, πολλοὶ δὲ νέαν μας θὰ συρρεύσῃ εἰς ἐκ τούτου εἰς τὸ θέατρον. xyxy=(10,198,247,389)
drink-item: Τριαντάφυλλον xyxy=(598,1154,694,1168)
ekptosis-heading: ΕΚΠΤΩΣΙΣ 40 ο/ο xyxy=(35,1268,222,1292)
divider xyxy=(866,312,1105,313)
mousiki-signature: (Ἐκ τοῦ Γραφείου) xyxy=(130,1012,243,1026)
drinks-list xyxy=(525,1124,861,1244)
divider xyxy=(1139,2239,1381,2241)
parthenagogeion-text-3: Ἐναρξις τακτικῶν μαθημάτων τὴν 9ην Σεπτεμβρίου ἡμέραν Πέμπτην. xyxy=(523,2039,1031,2054)
drink-item: Πορτοκάλλιον xyxy=(598,1199,688,1213)
epistolografia-publisher-label: Ὁ Ἐκδότης xyxy=(1226,882,1294,896)
therap-subtitle: ΕΙΔΙΚΟΣ ΣΥΦΙΛΙΔΟΛΟΓΟΣ ΙΑΤΡΟΣ xyxy=(285,890,485,903)
gynaikologos-text: Ὁ Μπουφίδης γυναικολόγος ἰατρὸς κ. Δημ. Μιχαλόπουλος μετῴκησεν εἰς τὴν ἐπὶ ὁδὸν Ἁγ. Κωνσταντίνου ἀρ. 4 (Πλατεία Ὁμονοίας) οἰκίαν, καὶ δέχεται τοὺς ἀσθενεῖς 8—9 π. μ. καὶ 3—5 μ. μ. xyxy=(1139,1682,1381,1776)
drink-item: Κονιάκ xyxy=(525,1124,569,1138)
price-palto: Παλτὸ διὰ δρ. 25. xyxy=(1205,2032,1315,2046)
nomikon-subtitle: ΝΙΚΟΛΑΟΥ Δ. ΤΖΑΝΤΑ xyxy=(46,1487,211,1502)
lykeion-address: Ὁδὸς Ἀκαδημίας ἀριθ. 56 xyxy=(1158,1510,1362,1526)
column-rule xyxy=(840,92,841,1846)
koinonika-text-2: — Ἀπὸ τῆς προσεχοῦς Τετάρτης 15ης τοῦ μηνὸς, ἐπαναλαμβάνονται τακτικῶς τὰ μαθήματα ὅλων τῶν τάξεων τοῦ νομικοῦ Φροντιστηρίου τῶν κ.κ. Ματζῆ καὶ Νικολαΐδου (ὁδὸς Γερανίου, ἀριθ. 28 Α'). xyxy=(265,235,505,330)
divider xyxy=(10,1638,247,1640)
ydor-text: Κομίζω καθ' ἑκάστην ἐκ τῆς κεντρικῆς πηγῆς εἰς τὴν ἐπὶ τῆς ὁδοῦ Σταδίου 36 ἔναντι οἰκίας Καραπάνου ἀποθήκην μου. xyxy=(10,1112,247,1175)
drink-item: Μαστίχα xyxy=(525,1154,581,1168)
epistolografia-publisher: Ἰωάννης Δ. Φέξης xyxy=(1182,898,1338,916)
asty-address: (ΠΡΩΗΝ ΑΓΓΛΙΚΑΝ) Ὁδὸς Σταδίου. Ἔναντι μεγάλης οἰκίας Μαύρου xyxy=(17,1924,240,1952)
asty-title: ΤΟ „ΑΣΤΥ“ xyxy=(35,1872,222,1905)
filokalia-text: Τὸ ἐπὶ τῆς ὁδοῦ Σταδίου ὑπ' ἀριθ. 33 καπνοπωλεῖον ἡ Φιλοκαλία τοῦ ἐν Βόλῳ καπνεμπόρου Α. Στεργίου καὶ Ἰω. Παγουδῆ μεταφέρθη εἰς τὸ ἐπὶ τῆς αὐτῆς ὁδοῦ καὶ κάτωθι τῆς οἰκίας Σωρόκα παρακείμενον ἀριθ. 28, ἔνθα πωλοῦνται τὰ ἐξαίρετα καπνὰ τῆς Φιλοκαλίας. xyxy=(10,2025,247,2151)
parthenagogeion-heading: ΤΟ ΝΕΟΝ ΠΑΡΘΕΝΑΓΩΓΕΙΟΝ xyxy=(530,1855,1114,1893)
lykeion-heading: ΛΥΚΕΙΟΝ xyxy=(1199,1442,1321,1470)
drink-item: Μαστίχα Πατρῶν xyxy=(525,1199,581,1228)
ellinikon-name: ΔΗΜ. Ν. ΜΑΚΡΗ xyxy=(308,2061,462,2080)
enoikiazontai-text: καταστήματα καὶ γραφεῖα ἐν ὁδῷ Σοφοκλέους ἀριθ. 19. xyxy=(1139,2269,1381,2300)
calendar-heading: ΗΜΕΡΟΛΟΓΙΟΝ xyxy=(40,92,217,116)
gyn-text-2: καὶ τῶν ἐξαρτημάτων αὐτῆς — ὡς ἡ μητρίτιδες, σαλπιγγίτιδες, λευκόρροιαι, δυσμηνορροίας, αἱμορραγίας, προπτώσεις κλ. τὰς στειρώσεις, προλαμβάνει τὰς συχνὰς ἐκτρώσεις. Ἐκτελεῖ καὶ τὰς δύσκολους ἐπεμβάσεις καθ' ὅλων, διὰ τῶν τελειοτάτων δ' ἐργαλείων ἐκτελεῖ καὶ ὅλας xyxy=(523,1486,832,1581)
nea-text-4: — ΤΟ ΠΑΓΚΟΣΜΙΟΝ ΛΕΞΙΚΟΝ ΙΣΤΟΡΙΑΣ ΚΑΙ ΓΕΩΓΡΑΦΙΑΣ ἐκδίδεται ὑπὸ τοῦ ἐκδοτικοῦ καταστήματος Γ. Φέξη, δι' ἑνὸς ἐκπληρώσῃ δικαίως ἐλλείψεις ἱστορικῶν καὶ γεωγραφικῶν. xyxy=(523,391,832,454)
drink-item: Ροδόσταγμα xyxy=(693,1199,770,1213)
parthenagogeion-text: Ἀπὸ τοῦ προσεχοῦς Σεπτεμβρίου ἔτι πλήρη τμήματα ἀπὸ τὴν αὐτὴν διεύθυνσιν καὶ μὲ τοὺς αὐτοὺς καθηγητάς. Ἕκαστον τμῆμα περιλαμβάνει ἅπασας τὰς τάξεις. ΤΜΗΜΑ Α'. Ὁδὸς Πατησίων καὶ Καποδιστρίου ἀρ. 28 εἰς τὴν μεγάλην, γνωστὴν καὶ εὐήλιον οἰκίαν Ἰατρίδου. ΤΜΗΜΑ Β'. Εἰς τὴν ὡραίαν καὶ κῆπον οἰκίαν Τσουσοπούλου ὁδὸς Βαλαωρίτου ἀριθ. 7 (ἀριστερὰ τοῦ Πανεπιστημίου καὶ τῆς Ἀκαδημίας). xyxy=(523,1915,1121,1994)
drink-item: Ἀϊριανὸν xyxy=(776,1199,832,1213)
proxenikai-subtitle: Η ΑΝΑΧΩΡΗΣΙΣ ΤΟΥ Κ. ΣΤΕΦΑΝΟΥ xyxy=(883,1012,1088,1025)
gyn-hours: Ὧραι ἐπισκέψεως 8-10 π. 3-5 μ. μ. xyxy=(556,1610,799,1626)
ergost-text: Εἰς τὸ ἀναγέλλομεν τοῦ Πνευματοποιείου τοῦ κ. Πεμπούκη κείμενον ἐπὶ τῆς ὁδοῦ Πλατείας Λευρίου, κατασκευάζονται τὰ πλέον γνησιώτερα καὶ γευστικώτερα ποτὰ καθ' ὅλα αἰτούμενα. Ἐπιδοθεὶς μετὰ μεγάλου ζήλου ὁ κ. Πεμπούκης εἰς τὴν τελειοποίησιν τῆς διδακτικῆς μας ὑπερδυνάσεως, τὰ πλέον διάφορα καὶ ἐκλεκτότερα ποτὰ τοῦ πρώτου δεκαπενθημέρου. Ὁ ἐπιχείρησις ἂν τὸ ἐπιθυμήσουν ὁ τιμὴ αὐτὴ τὴν ἀνάγκη ποιότητος, θὰ κάλυψεν ἐν τούτῳ καὶ κατάλογον ἐπιστημονικῶς. xyxy=(523,889,832,1079)
drink-item: Ζαμαϊκα xyxy=(525,1184,578,1198)
gyn-address: Ὁδὸς Γεωργίου Σταύρου xyxy=(566,1628,789,1647)
koinonika-text-1: Χθὲς ἐπανῆλθεν ἐκ Ναυπλίου, ἔνθα εἶχε μεταβῇ ὡς διευθυντὴς ἀντιπροέδρου, ὁ παρ' ἡμῖν διοικητὴς κ. Νικόλαος Δ. Τζάννας καὶ ἀναλαμβάνει τὰς φροντιστηριακὰς αὐτοῦ παραδόσεις ἀπὸ τῆς 15ης τρέχοντος. xyxy=(265,118,505,228)
asty-owner: Γ. ΒΑΣΙΛΟΓΕΩΡΓΗ xyxy=(59,1907,199,1922)
dreyfus-signature: ΔΡΕ·Υ·ΦΟΥΣ xyxy=(1299,511,1377,525)
mousiki-text: Ἄρχονται ἀπὸ τῆς 11ης Σεπτεμβρίου αἱ ἐγγραφαὶ μαθητῶν διὰ τὴν σχολὴν Χορῳδίας. Ὧραι ἐγγραφῶν 11—12 π. μ. καὶ 4—5 μ. μ. καθ' ἑκάστην. xyxy=(10,927,247,1005)
drink-item: Καλαμῶν xyxy=(598,1214,657,1228)
parisioi-text: Τὸ μέγα κομμωτήριον τοῦ κ. Ἀγγ. Ἀποστολίδου τὸ ὁποῖον μετεφέρθη ἐπὶ τῆς ὁδοῦ Σταδίου καὶ παρεπλεύρως τοῦ καφενείου τῶν Παρισίων θὰ γείνῃ τὸ κέντρον τῆς ἀθηναϊκῆς κοινωνίας. Ὁ φήμη διευθυντὴς κ. Ἀποστολίδης ἔφερεν ἐκ Παρισίων ἐκτὸς τῶν παλαιοτέρων τοὺς ἀρίστους τῶν παρ' ἡμῖν τεχνιτῶν. Ὅλα τὰ πρὸς εὐπρέπειαν τῆς κόμης εἴδη εἶναι τὰ τελειότερα, τὰ ὅποια μέχρι τοῦδε εἶδον αἱ Ἀθῆναι. xyxy=(265,1729,505,1936)
column-2 xyxy=(261,92,509,2178)
signature-1: Δ. ΚΑΡΑΧΑΛΙΟΣ xyxy=(1017,622,1117,636)
mousiki-heading: ΜΟΥΣΙΚΗ ΕΤΑΙΡΙΑ ΑΘΗΝΩΝ xyxy=(42,885,215,924)
drink-item: Μέντα xyxy=(598,1124,639,1138)
adelfon-address: 70—ΟΔΟΣ ΑΙΟΛΟΥ—70 xyxy=(1157,1839,1363,1858)
etoima-text: Ἐνδύματα ὁλομάλλινα ἀπὸ δρ. 40 μέχρι 60. xyxy=(1139,2106,1381,2136)
nea-text-5: — ΓΑΛΛΙΚΑ, ΑΓΓΛΙΚΑ, ΓΕΡΜΑΝΙΚΑ, ΙΤΑΛΙΚΑ ἐκμανθάνει ἄνευ διδασκάλου ἐντὸς 4 μηνῶν. Ὄχι πλέον Ὀλλενδόρφος, Ὀτὸ — νέα μέθοδος, πρακτικὴ, ταχεῖα, προοδευτικὴ, εὐπρόσιτος, ἐλήφθη καλὴ ὑποδοχή τοῦ ἐκδοτικοῦ καταστήματος Γ. Φέξη. xyxy=(523,461,832,556)
thomas-title: ΣΥΦΙΛΙΔΟΛΟΓΟΣ ΚΑΙ ΠΑΘΟΛΟΓΟΣ ΙΑΤΡΟΣ xyxy=(288,1353,482,1392)
